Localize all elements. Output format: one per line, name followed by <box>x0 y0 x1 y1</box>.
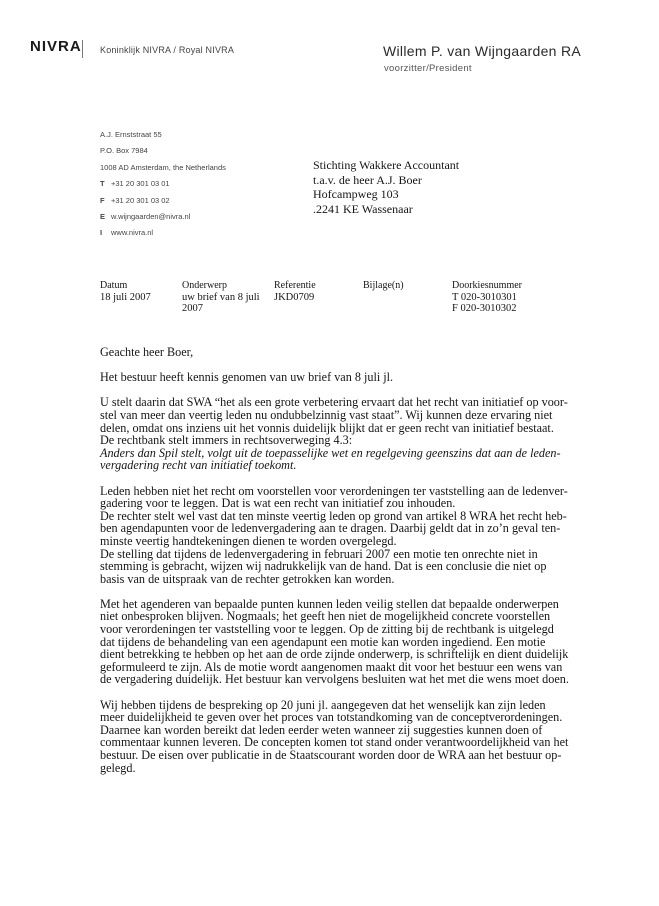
quote-line: vergadering recht van initiatief toekomt. <box>100 458 297 473</box>
text-line: dient betrekking te hebben op het aan de orde zijnde onderwerp, is schriftelijk en dient duidelijk <box>100 647 569 662</box>
paragraph-4 <box>100 598 580 686</box>
contact-label: T <box>100 179 105 189</box>
contact-value: +31 20 301 03 01 <box>111 179 170 189</box>
text-line: gadering voor te leggen. Dat is wat een recht van initiatief zou inhouden. <box>100 496 456 511</box>
text-line: delen, omdat ons inziens uit het vonnis duidelijk blijkt dat er geen recht van initiatief bestaat. <box>100 420 554 435</box>
sender-address <box>100 127 226 242</box>
reference-label: Referentie <box>274 280 316 291</box>
letter-body <box>100 346 580 787</box>
contact-value: w.wijngaarden@nivra.nl <box>111 212 191 222</box>
text-line: minste veertig handtekeningen dienen te worden overgelegd. <box>100 533 397 548</box>
subject-label: Onderwerp <box>182 280 227 291</box>
text-line: Met het agenderen van bepaalde punten kunnen leden veilig stellen dat bepaalde onderwerpen <box>100 596 559 611</box>
contact-phone <box>100 176 226 192</box>
meta-date <box>100 280 151 303</box>
text-line: U stelt daarin dat SWA “het als een grote verbetering ervaart dat het recht van initiatief op voor- <box>100 395 568 410</box>
recipient-line: .2241 KE Wassenaar <box>313 202 413 217</box>
salutation: Geachte heer Boer, <box>100 345 194 359</box>
subject-value: uw brief van 8 juli <box>182 291 260 303</box>
contact-email <box>100 209 226 225</box>
text-line: de vergadering duidelijk. Het bestuur kan vervolgens besluiten wat het met die wens moet doen. <box>100 672 569 687</box>
recipient-line: t.a.v. de heer A.J. Boer <box>313 172 422 187</box>
text-line: meer duidelijkheid te geven over het proces van totstandkoming van de conceptverordeningen. <box>100 710 563 725</box>
text-line: stemming is gebracht, wijzen wij nadrukkelijk van de hand. Dat is een conclusie die niet op <box>100 559 547 574</box>
contact-value: www.nivra.nl <box>111 228 154 238</box>
text-line: De rechtbank stelt immers in rechtsoverweging 4.3: <box>100 433 353 448</box>
signer-name: Willem P. van Wijngaarden RA <box>383 43 581 59</box>
address-city: 1008 AD Amsterdam, the Netherlands <box>100 162 226 172</box>
reference-value: JKD0709 <box>274 291 315 303</box>
signer-role: voorzitter/President <box>384 63 472 74</box>
organization-name: Koninklijk NIVRA / Royal NIVRA <box>100 45 235 55</box>
contact-website <box>100 225 226 241</box>
date-label: Datum <box>100 280 128 291</box>
contact-label: I <box>100 228 103 238</box>
direct-phone: T 020-3010301 <box>452 291 517 303</box>
paragraph-2 <box>100 396 580 472</box>
text-line: Leden hebben niet het recht om voorstellen voor verordeningen ter vaststelling aan de ledenver- <box>100 483 568 498</box>
contact-label: E <box>100 212 106 222</box>
text-line: De rechter stelt wel vast dat ten minste veertig leden op grond van artikel 8 WRA het recht heb- <box>100 508 567 523</box>
paragraph-5 <box>100 699 580 775</box>
subject-value: 2007 <box>182 303 203 314</box>
paragraph-3 <box>100 485 580 586</box>
text-line: gelegd. <box>100 760 136 775</box>
recipient-line: Stichting Wakkere Accountant <box>313 158 460 172</box>
text-line: stel van meer dan veertig leden nu ondubbelzinnig vast staat”. Wij kunnen deze ervaring niet <box>100 407 553 422</box>
header-divider <box>82 40 83 58</box>
recipient-address <box>313 158 459 217</box>
meta-direct-number <box>452 280 522 315</box>
attachments-label: Bijlage(n) <box>363 280 404 291</box>
text-line: niet onbesproken blijven. Nogmaals; het geeft hen niet de mogelijkheid concrete voorstellen <box>100 609 551 624</box>
nivra-logo: NIVRA <box>30 38 82 55</box>
address-po-box: P.O. Box 7984 <box>100 146 148 156</box>
meta-attachments <box>363 280 404 292</box>
meta-reference <box>274 280 316 303</box>
contact-fax <box>100 193 226 209</box>
text-line: Daarnee kan worden bereikt dat leden eerder weten wanneer zij suggesties kunnen doen of <box>100 722 543 737</box>
text-line: voor verordeningen ter vaststelling voor te leggen. Op de zitting bij de rechtbank is uitgelegd <box>100 622 554 637</box>
direct-fax: F 020-3010302 <box>452 303 517 314</box>
date-value: 18 juli 2007 <box>100 291 151 303</box>
address-street: A.J. Ernststraat 55 <box>100 130 162 139</box>
meta-subject <box>182 280 260 315</box>
text-line: ben agendapunten voor de ledenvergadering aan te dragen. Daarbij geldt dat in zo’n geval ten- <box>100 521 561 536</box>
contact-label: F <box>100 195 105 205</box>
direct-number-label: Doorkiesnummer <box>452 280 522 291</box>
text-line: dat tijdens de behandeling van een agendapunt een motie kan worden ingediend. Een motie <box>100 634 546 649</box>
text-line: bestuur. De eisen over publicatie in de Staatscourant worden door de WRA aan het bestuur op- <box>100 748 562 762</box>
text-line: geformuleerd te zijn. Als de motie wordt aangenomen maakt dit voor het bestuur een wens van <box>100 659 563 674</box>
text-line: basis van de uitspraak van de rechter getrokken kan worden. <box>100 571 395 586</box>
paragraph-1: Het bestuur heeft kennis genomen van uw brief van 8 juli jl. <box>100 370 394 385</box>
text-line: De stelling dat tijdens de ledenvergadering in februari 2007 een motie ten onrechte niet in <box>100 546 538 561</box>
text-line: commentaar kunnen leveren. De concepten komen tot stand onder verantwoordelijkheid van het <box>100 735 569 750</box>
text-line: Wij hebben tijdens de bespreking op 20 juni jl. aangegeven dat het wenselijk kan zijn leden <box>100 697 546 712</box>
quote-line: Anders dan Spil stelt, volgt uit de toepasselijke wet en regelgeving geenszins dat aan de leden- <box>100 445 561 460</box>
contact-value: +31 20 301 03 02 <box>111 195 170 205</box>
recipient-line: Hofcampweg 103 <box>313 187 399 202</box>
